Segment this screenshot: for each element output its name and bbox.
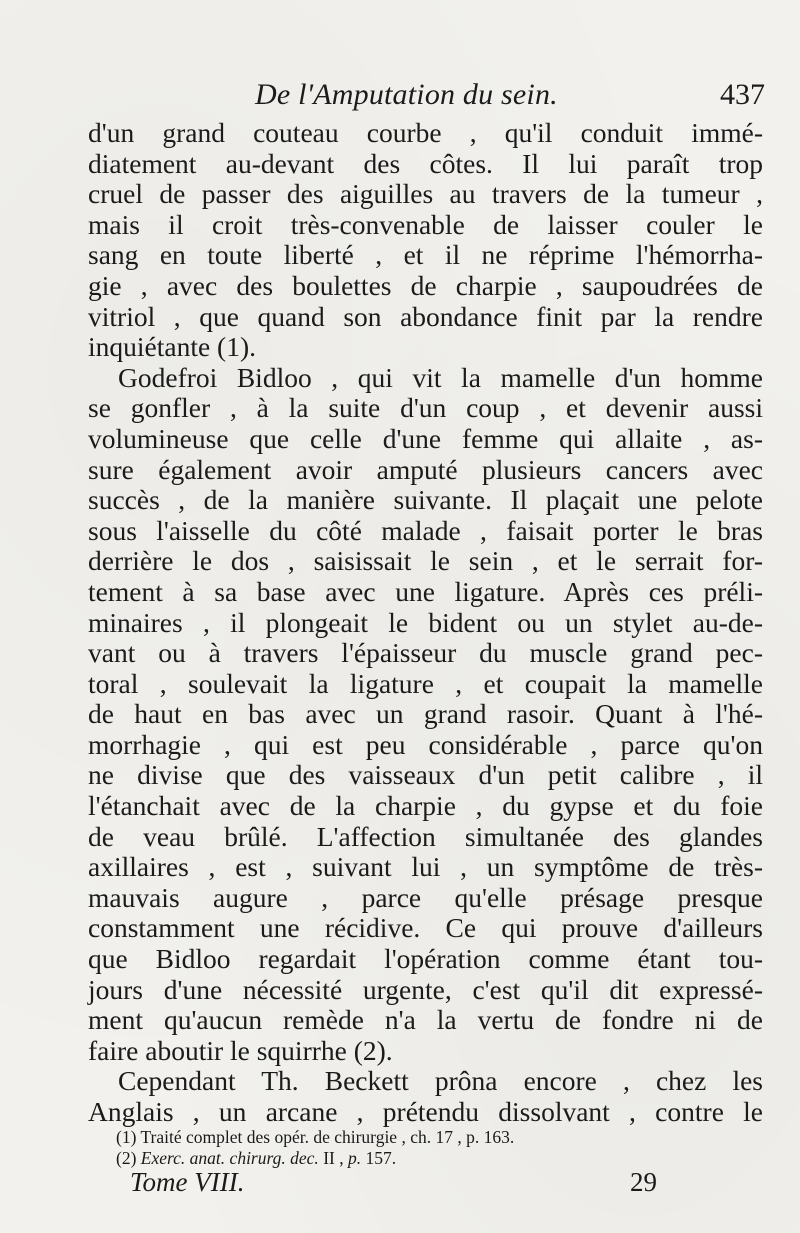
text-line: que Bidloo regardait l'opération comme étant tou- (88, 943, 763, 975)
text-line: se gonfler , à la suite d'un coup , et devenir aussi (88, 392, 763, 424)
volume-signature: Tome VIII. (130, 1167, 245, 1197)
text-line: inquiétante (1). (88, 331, 256, 363)
text-line: Cependant Th. Beckett prôna encore , chez les (118, 1065, 763, 1097)
text-line: diatement au-devant des côtes. Il lui paraît trop (88, 147, 763, 179)
text-line: toral , soulevait la ligature , et coupait la mamelle (88, 667, 763, 699)
footnote-2-marker: (2) (116, 1148, 137, 1168)
text-line: ment qu'aucun remède n'a la vertu de fondre ni de (88, 1004, 763, 1036)
text-line: vant ou à travers l'épaisseur du muscle grand pec- (88, 637, 763, 669)
footnote-2-source: Exerc. anat. chirurg. dec. (140, 1148, 319, 1168)
text-line: faire aboutir le squirrhe (2). (88, 1034, 393, 1066)
footnote-2-page-label: p. (347, 1148, 362, 1168)
text-line: sous l'aisselle du côté malade , faisait porter le bras (88, 514, 763, 546)
text-line: volumineuse que celle d'une femme qui allaite , as- (88, 422, 763, 454)
text-line: cruel de passer des aiguilles au travers de la tumeur , (88, 178, 763, 210)
text-line: mais il croit très-convenable de laisser couler le (88, 208, 763, 240)
text-line: minaires , il plongeait le bident ou un stylet au-de- (88, 606, 763, 638)
text-line: succès , de la manière suivante. Il plaçait une pelote (88, 484, 763, 516)
sheet-number: 29 (630, 1167, 657, 1197)
text-line: l'étanchait avec de la charpie , du gypse et du foie (88, 790, 763, 822)
text-line: sang en toute liberté , et il ne réprime l'hémorrha- (88, 239, 763, 271)
footnote-2-volume: II , (323, 1148, 344, 1168)
footnote-1: (1) Traité complet des opér. de chirurgie , ch. 17 , p. 163. (116, 1127, 515, 1147)
text-line: constamment une récidive. Ce qui prouve d'ailleurs (88, 912, 763, 944)
text-line: Anglais , un arcane , prétendu dissolvant , contre le (88, 1096, 763, 1127)
text-line: vitriol , que quand son abondance finit par la rendre (88, 300, 763, 332)
text-line: gie , avec des boulettes de charpie , saupoudrées de (88, 269, 763, 301)
page-header (255, 78, 765, 118)
text-line: jours d'une nécessité urgente, c'est qu'il dit expressé- (88, 973, 763, 1005)
text-line: d'un grand couteau courbe , qu'il conduit immé- (88, 117, 763, 148)
footnote-2-page: 157. (365, 1148, 397, 1168)
text-line: morrhagie , qui est peu considérable , parce qu'on (88, 728, 763, 760)
body-text (88, 118, 763, 1128)
footnotes (116, 1127, 716, 1169)
text-line: de haut en bas avec un grand rasoir. Quant à l'hé- (88, 698, 763, 730)
text-line: derrière le dos , saisissait le sein , et le serrait for- (88, 545, 763, 577)
text-line: ne divise que des vaisseaux d'un petit calibre , il (88, 759, 763, 791)
footnote-2 (116, 1148, 716, 1169)
text-line: axillaires , est , suivant lui , un symptôme de très- (88, 851, 763, 883)
text-line: de veau brûlé. L'affection simultanée des glandes (88, 820, 763, 852)
text-line: sure également avoir amputé plusieurs cancers avec (88, 453, 763, 485)
page-number: 437 (720, 78, 765, 111)
text-line: tement à sa base avec une ligature. Après ces préli- (88, 575, 763, 607)
text-line: Godefroi Bidloo , qui vit la mamelle d'un homme (118, 361, 763, 393)
running-title: De l'Amputation du sein. (255, 78, 558, 111)
text-line: mauvais augure , parce qu'elle présage presque (88, 881, 763, 913)
